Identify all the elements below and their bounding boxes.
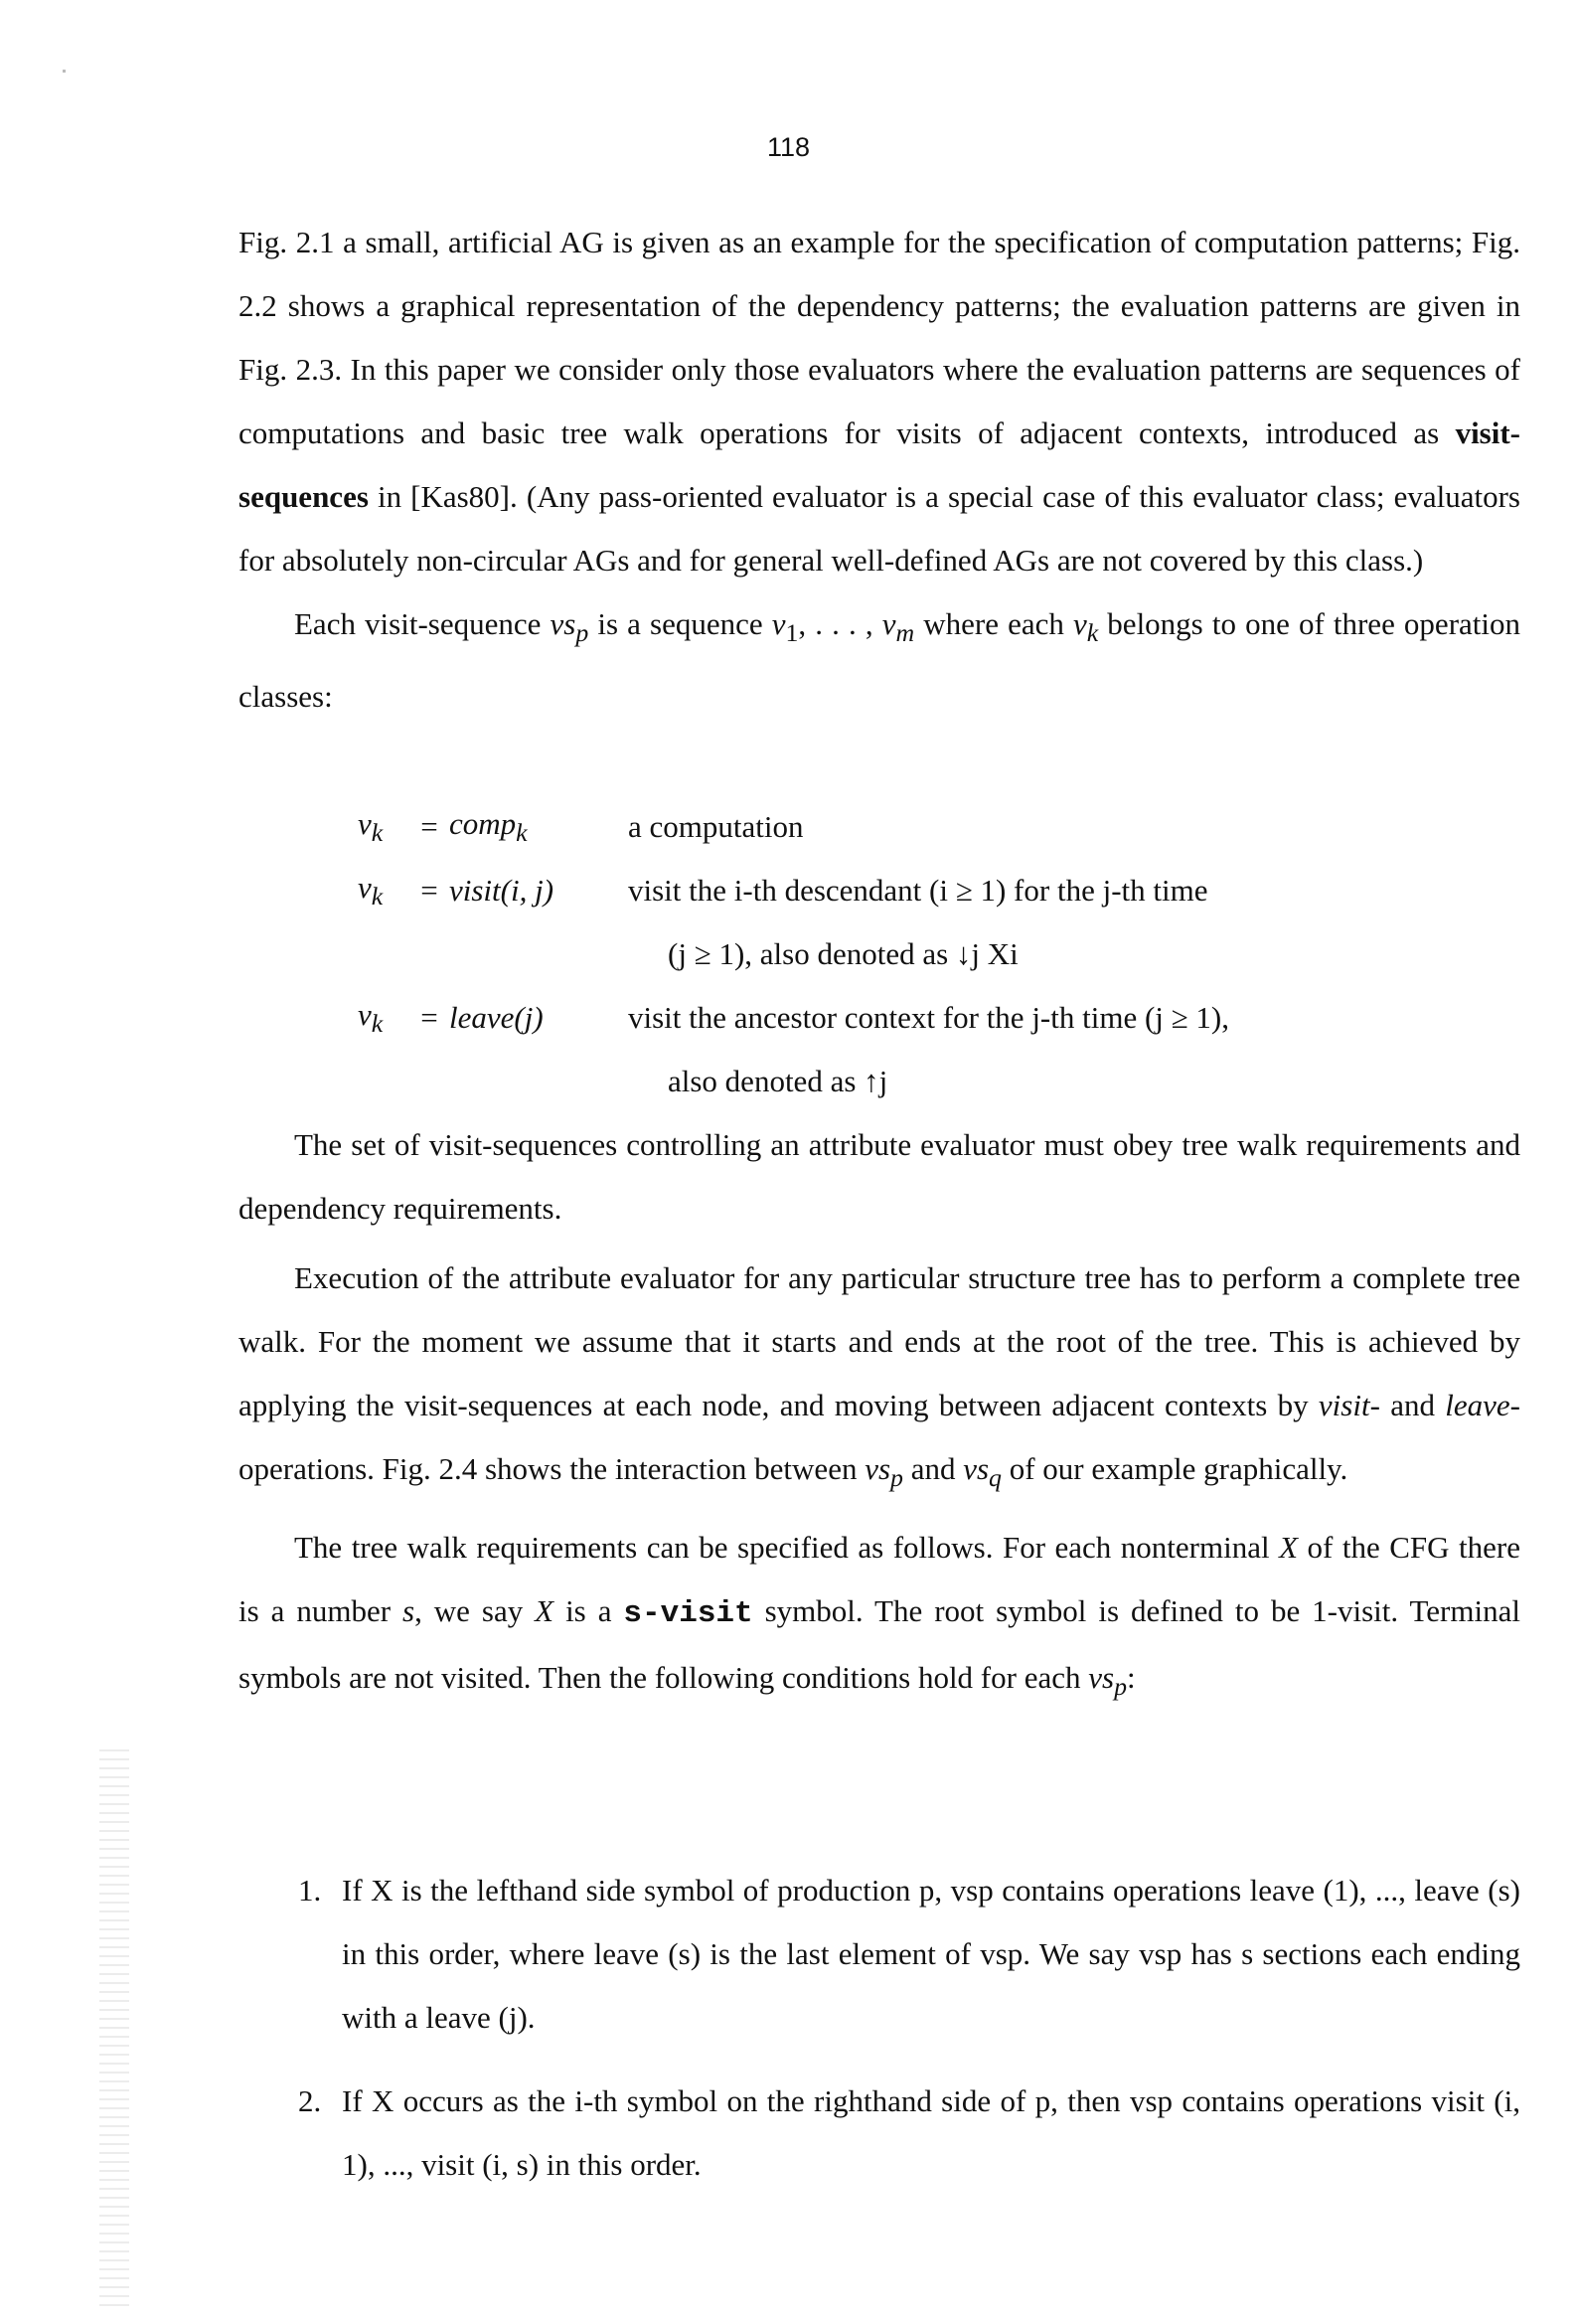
paragraph-2: Each visit-sequence $vs_p$ is a sequence $v_1$, . . . , $v_m$ where each $v_k$ belongs to one of three operation classes: xyxy=(238,606,1521,715)
operation-continuation: also denoted as ↑j xyxy=(668,1064,888,1098)
condition-list xyxy=(298,1859,1520,2217)
list-item: 1. If X is the lefthand side symbol of production p, vsp contains operations leave (1), ..., leave (s) in this order, where leave (s) is the last element of vsp. We say vsp has s sections each ending with a leave (j). xyxy=(298,1873,1520,2035)
list-item: 2. If X occurs as the i-th symbol on the righthand side of p, then vsp contains operations visit (i, 1), ..., visit (i, s) in this order. xyxy=(298,2083,1520,2182)
operation-row: $v_k$ = visit(i, j) visit the i-th descendant (i ≥ 1) for the j-th time xyxy=(358,869,1208,912)
page-number: 118 xyxy=(766,132,811,162)
operation-row: $v_k$ = comp$_k$ a computation xyxy=(358,805,804,848)
operation-row: $v_k$ = leave(j) visit the ancestor context for the j-th time (j ≥ 1), xyxy=(358,996,1229,1039)
scan-margin-artifact xyxy=(99,1749,129,2306)
term-s-visit: s-visit xyxy=(623,1596,753,1632)
operation-continuation: (j ≥ 1), also denoted as ↓j Xi xyxy=(668,936,1019,971)
scan-speck xyxy=(63,70,66,73)
paragraph-5: The tree walk requirements can be specified as follows. For each nonterminal X of the CFG there is a number s, we say X is a s-visit symbol. The root symbol is defined to be 1-visit. Terminal symbols are not visited. Then the following conditions hold for each $vs_p$: xyxy=(238,1530,1520,1702)
body-text-2 xyxy=(238,1113,1520,1719)
paragraph-3: The set of visit-sequences controlling an attribute evaluator must obey tree walk requirements and dependency requirements. xyxy=(238,1127,1520,1226)
paragraph-1: Fig. 2.1 a small, artificial AG is given as an example for the specification of computation patterns; Fig. 2.2 shows a graphical representation of the dependency patterns; the evaluation patterns are given in Fig. 2.3. In this paper we consider only those evaluators where the evaluation patterns are sequences of computations and basic tree walk operations for visits of adjacent contexts, introduced as visit-sequences in [Kas80]. (Any pass-oriented evaluator is a special case of this evaluator class; evaluators for absolutely non-circular AGs and for general well-defined AGs are not covered by this class.) xyxy=(238,225,1520,578)
term-visit-sequences: visit-sequences xyxy=(238,415,1520,514)
operation-classes xyxy=(358,795,1502,1113)
paragraph-4: Execution of the attribute evaluator for any particular structure tree has to perform a complete tree walk. For the moment we assume that it starts and ends at the root of the tree. This is achieved by applying the visit-sequences at each node, and moving between adjacent contexts by visit- and leave-operations. Fig. 2.4 shows the interaction between $vs_p$ and $vs_q$ of our example graphically. xyxy=(238,1260,1520,1493)
body-text xyxy=(238,211,1520,729)
